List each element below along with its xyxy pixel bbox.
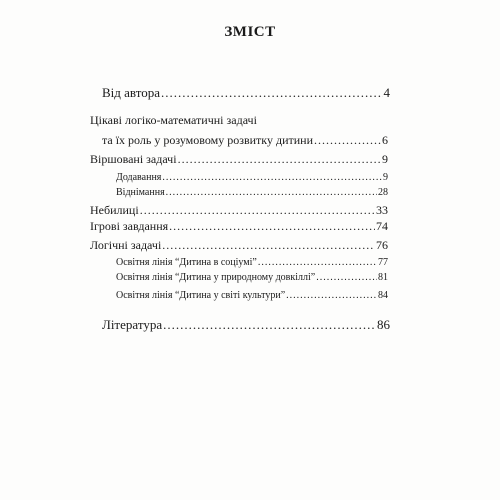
toc-entry-label: Небилиці — [90, 203, 139, 217]
toc-entry-page: 84 — [378, 290, 388, 301]
toc-entry-label: Віршовані задачі — [90, 152, 177, 166]
toc-entry-page: 28 — [378, 187, 388, 198]
toc-entry-page: 33 — [376, 203, 388, 217]
toc-entry — [116, 256, 388, 270]
toc-entry — [102, 86, 390, 100]
toc-entry-page: 6 — [382, 133, 388, 147]
toc-entry — [90, 238, 388, 252]
toc-entry-page: 9 — [382, 152, 388, 166]
toc-entry-page: 81 — [378, 272, 388, 283]
toc-entry-label: Ігрові завдання — [90, 219, 169, 233]
dot-leader — [166, 186, 377, 200]
dot-leader — [162, 238, 375, 252]
dot-leader — [178, 152, 381, 166]
toc-entry-label: Освітня лінія “Дитина у природному довкіллі” — [116, 272, 316, 283]
toc-entry — [102, 318, 390, 332]
dot-leader — [258, 256, 377, 270]
toc-entry-label: та їх роль у розумовому розвитку дитини — [102, 133, 313, 147]
toc-entry — [90, 203, 388, 217]
toc-entry-page: 76 — [376, 238, 388, 252]
dot-leader — [163, 318, 376, 332]
toc-entry — [90, 152, 388, 166]
dot-leader — [316, 271, 377, 285]
toc-entry-label: Освітня лінія “Дитина у світі культури” — [116, 290, 286, 301]
toc-entry — [116, 171, 388, 185]
toc-entry-label: Література — [102, 317, 163, 332]
toc-entry — [102, 133, 388, 147]
toc-entry — [116, 271, 388, 285]
toc-entry-label: Віднімання — [116, 187, 165, 198]
toc-entry-page: 9 — [383, 172, 388, 183]
dot-leader — [140, 203, 375, 217]
toc-entry-page: 74 — [376, 219, 388, 233]
toc-entry-page: 86 — [377, 317, 390, 332]
toc-entry-label: Від автора — [102, 85, 161, 100]
page-title: ЗМІСТ — [224, 24, 276, 40]
toc-entry — [116, 186, 388, 200]
dot-leader — [161, 86, 382, 100]
dot-leader — [169, 219, 375, 233]
dot-leader — [162, 171, 382, 185]
toc-entry-page: 4 — [383, 85, 390, 100]
dot-leader — [314, 133, 381, 147]
toc-entry-page: 77 — [378, 257, 388, 268]
toc-entry-label: Освітня лінія “Дитина в соціумі” — [116, 257, 257, 268]
toc-entry — [116, 289, 388, 303]
toc-entry-label: Логічні задачі — [90, 238, 162, 252]
toc-entry-label: Цікаві логіко-математичні задачі — [90, 113, 257, 127]
toc-entry-label: Додавання — [116, 172, 162, 183]
toc-entry — [90, 219, 388, 233]
dot-leader — [286, 289, 377, 303]
